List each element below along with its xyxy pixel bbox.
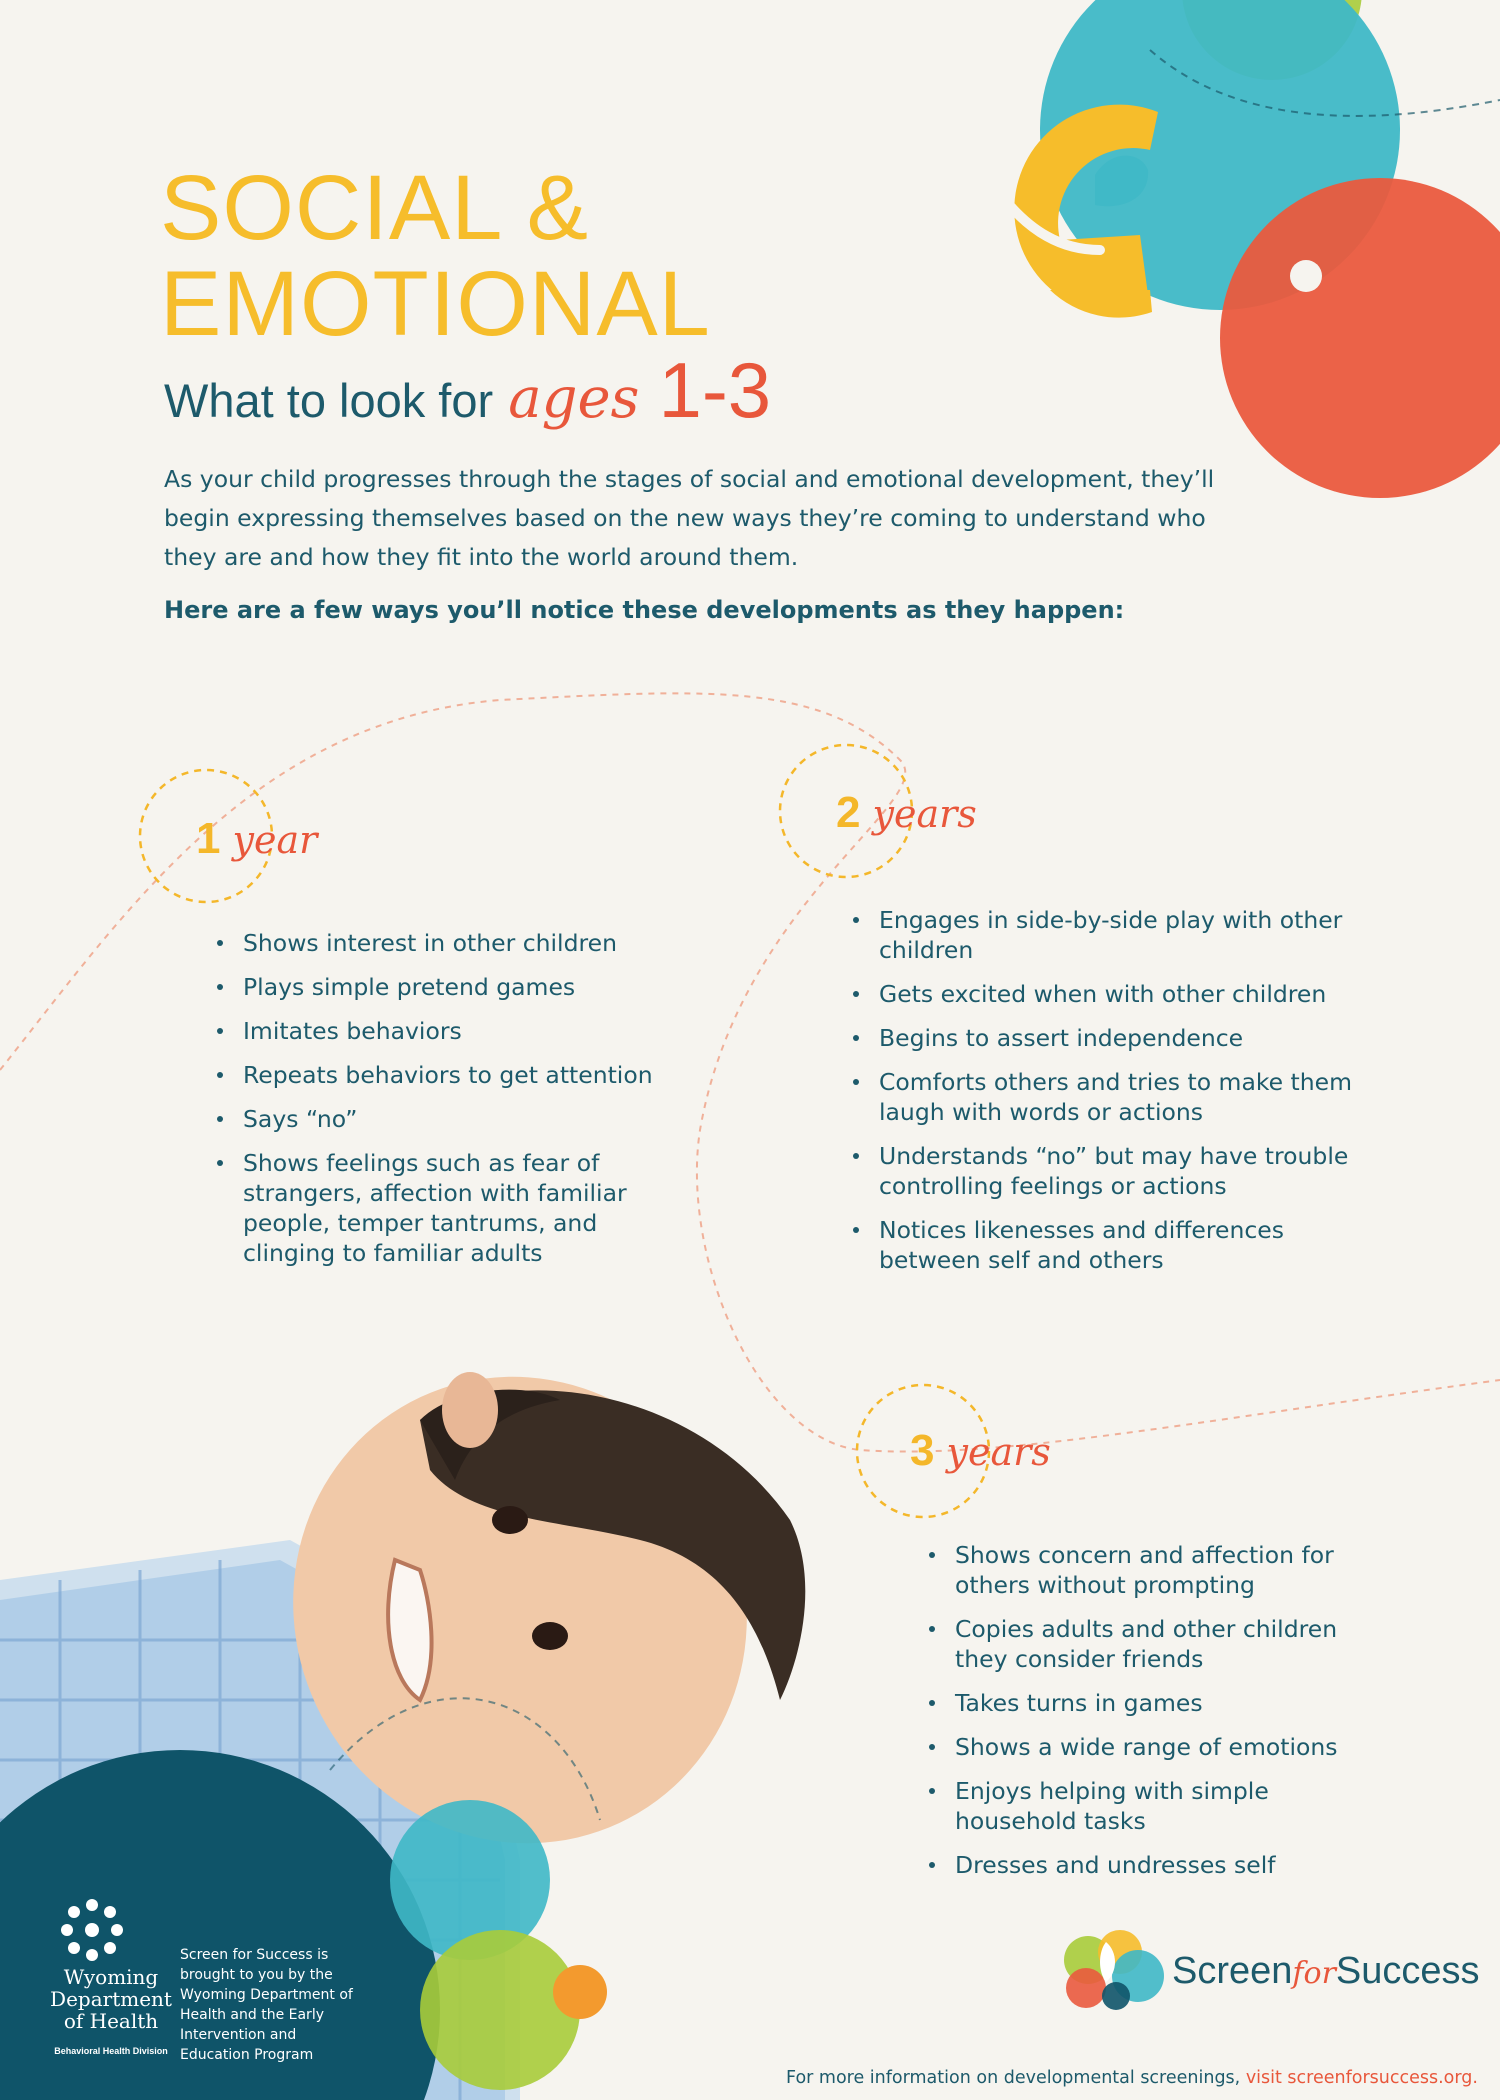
age-number: 2 [836, 788, 861, 837]
list-item: Repeats behaviors to get attention [213, 1060, 653, 1090]
milestone-list [849, 905, 1369, 1289]
list-item: Says “no” [213, 1104, 653, 1134]
intro-lead: Here are a few ways you’ll notice these developments as they happen: [164, 596, 1125, 624]
org-line-2: Department [50, 1987, 172, 2011]
milestone-list [925, 1540, 1375, 1894]
intro-paragraph: As your child progresses through the stages of social and emotional development, they’ll begin expressing themselves based on the new ways they’re coming to understand who they are and how they fit into the world around them. [164, 465, 1215, 571]
subtitle-main: What to look for [164, 374, 494, 427]
age-number: 1 [196, 814, 221, 863]
screen-for-success-logo-icon [1064, 1930, 1164, 2010]
list-item: Begins to assert independence [849, 1023, 1369, 1053]
list-item: Gets excited when with other children [849, 979, 1369, 1009]
list-item: Comforts others and tries to make them laugh with words or actions [849, 1067, 1369, 1127]
age-word: years [946, 1430, 1051, 1474]
age-word: years [872, 792, 977, 836]
list-item: Shows interest in other children [213, 928, 653, 958]
list-item: Shows feelings such as fear of strangers, affection with familiar people, temper tantrums, and clinging to familiar adults [213, 1148, 653, 1268]
screen-for-success-wordmark [1172, 1950, 1480, 1993]
section-heading [836, 788, 977, 838]
title-line-2: EMOTIONAL [160, 253, 711, 355]
list-item: Understands “no” but may have trouble controlling feelings or actions [849, 1141, 1369, 1201]
more-info-text: For more information on developmental screenings, [786, 2068, 1241, 2088]
milestone-list [213, 928, 653, 1282]
list-item: Enjoys helping with simple household tasks [925, 1776, 1375, 1836]
subtitle-range: 1-3 [658, 346, 772, 434]
brand-part-3: Success [1335, 1950, 1480, 1992]
section-heading [196, 814, 317, 864]
wdh-logo-icon [61, 1899, 123, 1961]
section-heading [910, 1426, 1051, 1476]
list-item: Shows a wide range of emotions [925, 1732, 1375, 1762]
org-division: Behavioral Health Division [54, 2046, 168, 2056]
more-info [786, 2068, 1478, 2088]
list-item: Takes turns in games [925, 1688, 1375, 1718]
list-item: Shows concern and affection for others without prompting [925, 1540, 1375, 1600]
age-word: year [232, 818, 318, 862]
list-item: Dresses and undresses self [925, 1850, 1375, 1880]
list-item: Copies adults and other children they consider friends [925, 1614, 1375, 1674]
list-item: Engages in side-by-side play with other children [849, 905, 1369, 965]
org-line-3: of Health [63, 2009, 159, 2033]
list-item: Plays simple pretend games [213, 972, 653, 1002]
list-item: Imitates behaviors [213, 1016, 653, 1046]
title-line-1: SOCIAL & [160, 157, 589, 259]
age-number: 3 [910, 1426, 935, 1475]
subtitle [164, 345, 771, 436]
page-title [160, 157, 711, 355]
org-line-1: Wyoming [63, 1965, 159, 1989]
brand-part-2: for [1292, 1956, 1336, 1991]
brand-part-1: Screen [1172, 1950, 1293, 1992]
sponsor-note: Screen for Success is brought to you by the Wyoming Department of Health and the Early Intervention and Education Program [180, 1947, 353, 2063]
website-link[interactable]: visit screenforsuccess.org. [1245, 2068, 1478, 2088]
list-item: Notices likenesses and differences between self and others [849, 1215, 1369, 1275]
subtitle-script: ages [508, 366, 640, 431]
wdh-wordmark [36, 1966, 186, 2062]
